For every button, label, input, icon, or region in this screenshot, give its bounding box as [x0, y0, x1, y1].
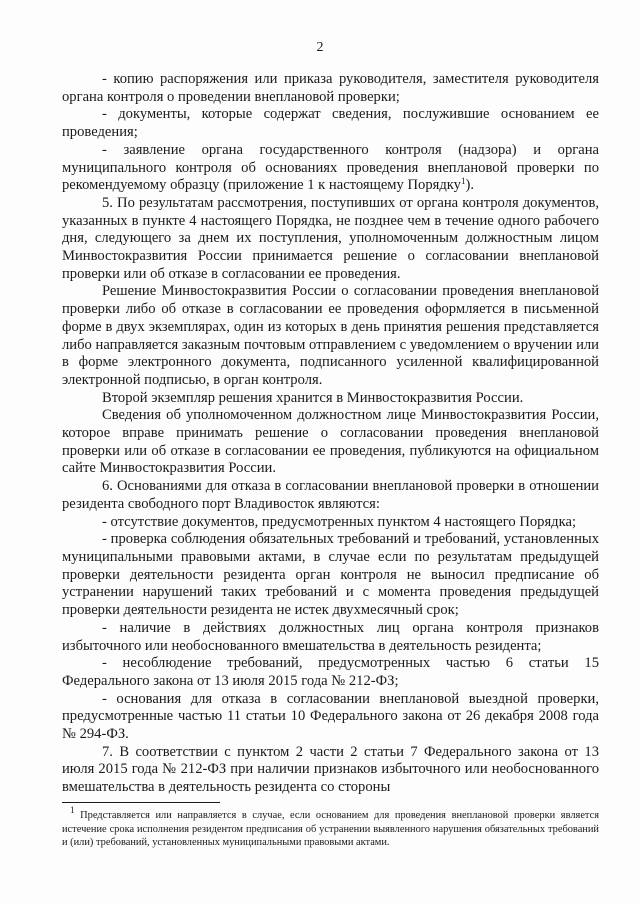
- footnote-paragraph: [62, 805, 599, 850]
- document-body: [62, 71, 599, 797]
- footnote-mark: 1: [70, 805, 75, 815]
- paragraph: 5. По результатам рассмотрения, поступивших от органа контроля документов, указанных в пункте 4 настоящего Порядка, не позднее чем в течение одного рабочего дня, следующего за днем их поступления, уполномоченным должностным лицом Минвостокразвития России принимается решение о согласовании внеплановой проверки или об отказе в согласовании ее проведения.: [62, 194, 599, 282]
- paragraph: Второй экземпляр решения хранится в Минвостокразвития России.: [102, 389, 524, 406]
- footnote-reference: 1: [460, 176, 466, 187]
- footnote-text: Представляется или направляется в случае, если основанием для проведения внеплановой проверки является истечение срока исполнения резидентом предписания об устранении выявленного нарушения обязательных требований и (или) требований, установленных муниципальными правовыми актами.: [62, 810, 599, 849]
- page-number: 2: [316, 40, 324, 55]
- paragraph: - проверка соблюдения обязательных требований и требований, установленных муниципальными правовыми актами, в случае если по результатам предыдущей проверки деятельности резидента орган контроля не выносил предписание об устранении нарушений таких требований и с момента проведения предыдущей проверки деятельности резидента не истек двухмесячный срок;: [62, 531, 599, 619]
- paragraph: - наличие в действиях должностных лиц органа контроля признаков избыточного или необоснованного вмешательства в деятельность резидента;: [62, 619, 599, 654]
- paragraph: - копию распоряжения или приказа руководителя, заместителя руководителя органа контроля о проведении внеплановой проверки;: [62, 71, 599, 105]
- paragraph: - несоблюдение требований, предусмотренных частью 6 статьи 15 Федерального закона от 13 июля 2015 года № 212-ФЗ;: [62, 655, 599, 689]
- paragraph: Сведения об уполномоченном должностном лице Минвостокразвития России, которое вправе принимать решение о согласовании проведения внеплановой проверки или об отказе в согласовании ее проведения, публикуются на официальном сайте Минвостокразвития России.: [62, 407, 599, 477]
- footnote: [62, 805, 599, 850]
- paragraph: - основания для отказа в согласовании внеплановой выездной проверки, предусмотренные частью 11 статьи 10 Федерального закона от 26 декабря 2008 года № 294-ФЗ.: [62, 690, 599, 743]
- paragraph: Решение Минвостокразвития России о согласовании проведения внеплановой проверки либо об отказе в согласовании ее проведения оформляется в письменной форме в двух экземплярах, один из которых в день принятия решения представляется либо направляется заказным почтовым отправлением с уведомлением о вручении или в форме электронного документа, подписанного усиленной квалифицированной электронной подписью, в орган контроля.: [62, 283, 599, 388]
- footnote-divider: [62, 802, 220, 803]
- paragraph: [62, 142, 599, 195]
- paragraph: - документы, которые содержат сведения, послужившие основанием ее проведения;: [62, 106, 599, 141]
- paragraph-text: - заявление органа государственного контроля (надзора) и органа муниципального контроля об основаниях проведения внеплановой проверки по рекомендуемому образцу (приложение 1 к настоящему Порядку: [62, 141, 599, 194]
- paragraph: - отсутствие документов, предусмотренных пунктом 4 настоящего Порядка;: [102, 513, 577, 530]
- paragraph: 6. Основаниями для отказа в согласовании внеплановой проверки в отношении резидента свободного порт Владивосток являются:: [62, 478, 599, 512]
- paragraph-tail: ).: [465, 177, 474, 194]
- paragraph: 7. В соответствии с пунктом 2 части 2 статьи 7 Федерального закона от 13 июля 2015 года № 212-ФЗ при наличии признаков избыточного или необоснованного вмешательства в деятельность резидента со стороны: [62, 743, 599, 796]
